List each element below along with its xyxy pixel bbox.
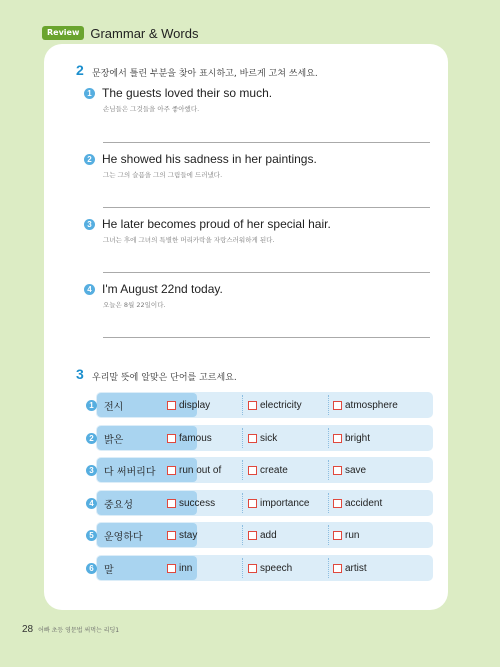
- word-option[interactable]: [333, 522, 359, 548]
- divider: [242, 395, 243, 415]
- word-option[interactable]: [167, 490, 215, 516]
- word-choice-row: [44, 490, 448, 516]
- exercise-card: [44, 44, 448, 610]
- word-option-label: run: [345, 529, 360, 541]
- checkbox[interactable]: [333, 466, 342, 475]
- book-title: 어빠 초등 영문법 써먹는 리딩1: [38, 627, 120, 634]
- word-option[interactable]: [333, 392, 398, 418]
- word-option[interactable]: [333, 425, 370, 451]
- word-choice-row: [44, 392, 448, 418]
- word-choice-row: [44, 555, 448, 581]
- word-option-label: electricity: [260, 399, 302, 411]
- korean-meaning: 다 써버리다: [104, 466, 156, 478]
- word-option[interactable]: [333, 457, 366, 483]
- word-option[interactable]: [333, 555, 367, 581]
- answer-line[interactable]: [103, 337, 430, 338]
- word-option-label: atmosphere: [345, 399, 398, 411]
- word-option[interactable]: [333, 490, 382, 516]
- question-number-badge: 3: [84, 219, 95, 230]
- checkbox[interactable]: [167, 499, 176, 508]
- word-option[interactable]: [248, 555, 292, 581]
- checkbox[interactable]: [248, 466, 257, 475]
- question-number-badge: 2: [84, 154, 95, 165]
- word-option-label: sick: [260, 432, 278, 444]
- word-option[interactable]: [167, 392, 210, 418]
- section-2-instruction: 문장에서 틀린 부분을 찾아 표시하고, 바르게 고쳐 쓰세요.: [92, 69, 318, 79]
- section-3-number: 3: [76, 366, 84, 382]
- page-number: 28: [22, 624, 34, 635]
- checkbox[interactable]: [167, 401, 176, 410]
- checkbox[interactable]: [167, 564, 176, 573]
- word-option-label: save: [345, 464, 367, 476]
- word-choice-row: [44, 522, 448, 548]
- question-sentence: I'm August 22nd today.: [102, 282, 223, 296]
- answer-line[interactable]: [103, 142, 430, 143]
- divider: [242, 428, 243, 448]
- row-number-badge: 1: [86, 400, 97, 411]
- checkbox[interactable]: [248, 531, 257, 540]
- word-option-label: display: [179, 399, 211, 411]
- row-number-badge: 4: [86, 498, 97, 509]
- divider: [242, 493, 243, 513]
- word-option-label: run out of: [179, 464, 222, 476]
- word-option-label: inn: [179, 562, 193, 574]
- checkbox[interactable]: [248, 499, 257, 508]
- word-option-label: importance: [260, 497, 310, 509]
- checkbox[interactable]: [333, 499, 342, 508]
- checkbox[interactable]: [333, 434, 342, 443]
- word-option-label: create: [260, 464, 288, 476]
- word-option[interactable]: [167, 522, 197, 548]
- divider: [328, 558, 329, 578]
- answer-line[interactable]: [103, 272, 430, 273]
- checkbox[interactable]: [333, 564, 342, 573]
- word-option[interactable]: [248, 490, 309, 516]
- divider: [328, 395, 329, 415]
- word-option-label: success: [179, 497, 216, 509]
- divider: [242, 558, 243, 578]
- question-translation: 오늘은 8월 22일이다.: [103, 301, 166, 309]
- checkbox[interactable]: [248, 434, 257, 443]
- row-number-badge: 6: [86, 563, 97, 574]
- checkbox[interactable]: [248, 564, 257, 573]
- question-translation: 손님들은 그것들을 아주 좋아했다.: [103, 105, 200, 113]
- divider: [328, 460, 329, 480]
- word-option-label: stay: [179, 529, 198, 541]
- row-number-badge: 5: [86, 530, 97, 541]
- word-option-label: artist: [345, 562, 367, 574]
- word-option-label: bright: [345, 432, 371, 444]
- page-header: [42, 24, 446, 42]
- korean-meaning: 밝은: [104, 434, 124, 446]
- word-choice-row: [44, 425, 448, 451]
- question-sentence: He later becomes proud of her special hair.: [102, 217, 331, 231]
- question-translation: 그는 그의 슬픔을 그의 그림들에 드러냈다.: [103, 171, 223, 179]
- section-2-number: 2: [76, 62, 84, 78]
- checkbox[interactable]: [167, 434, 176, 443]
- checkbox[interactable]: [167, 531, 176, 540]
- question-number-badge: 4: [84, 284, 95, 295]
- korean-meaning: 운영하다: [104, 531, 143, 543]
- word-choice-row: [44, 457, 448, 483]
- word-option[interactable]: [248, 425, 277, 451]
- word-option-label: famous: [179, 432, 212, 444]
- korean-meaning: 전시: [104, 401, 124, 413]
- checkbox[interactable]: [333, 531, 342, 540]
- word-option[interactable]: [167, 457, 221, 483]
- word-option[interactable]: [248, 522, 277, 548]
- checkbox[interactable]: [248, 401, 257, 410]
- word-option[interactable]: [248, 457, 288, 483]
- row-number-badge: 3: [86, 465, 97, 476]
- header-title: Grammar & Words: [90, 25, 199, 41]
- answer-line[interactable]: [103, 207, 430, 208]
- divider: [328, 525, 329, 545]
- checkbox[interactable]: [333, 401, 342, 410]
- word-option-label: add: [260, 529, 277, 541]
- word-option[interactable]: [167, 425, 212, 451]
- word-option[interactable]: [248, 392, 302, 418]
- korean-meaning: 중요성: [104, 499, 133, 511]
- question-number-badge: 1: [84, 88, 95, 99]
- question-sentence: He showed his sadness in her paintings.: [102, 152, 317, 166]
- word-option[interactable]: [167, 555, 192, 581]
- row-number-badge: 2: [86, 433, 97, 444]
- korean-meaning: 말: [104, 564, 114, 576]
- page-footer: [22, 624, 119, 635]
- divider: [242, 460, 243, 480]
- divider: [242, 525, 243, 545]
- section-3-instruction: 우리말 뜻에 알맞은 단어를 고르세요.: [92, 373, 237, 383]
- word-option-label: speech: [260, 562, 293, 574]
- divider: [328, 428, 329, 448]
- word-option-label: accident: [345, 497, 383, 509]
- question-translation: 그녀는 후에 그녀의 특별한 머리카락을 자랑스러워하게 된다.: [103, 236, 275, 244]
- review-badge: Review: [42, 26, 84, 40]
- question-sentence: The guests loved their so much.: [102, 86, 273, 100]
- divider: [328, 493, 329, 513]
- checkbox[interactable]: [167, 466, 176, 475]
